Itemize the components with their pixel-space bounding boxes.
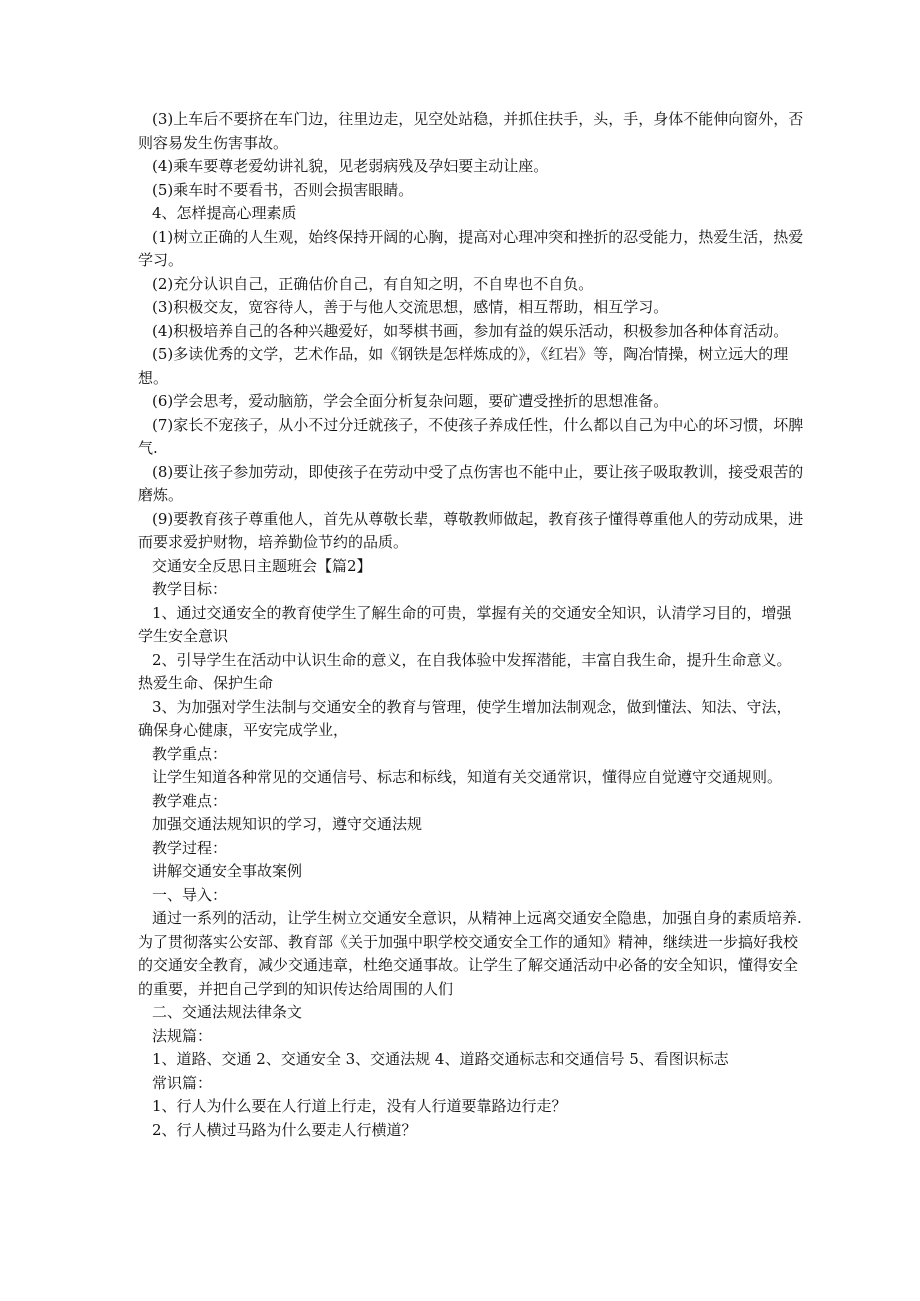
paragraph: 2、引导学生在活动中认识生命的意义，在自我体验中发挥潜能，丰富自我生命，提升生命意义。热爱生命、保护生命 <box>138 650 792 692</box>
section-heading: 一、导入： <box>152 885 228 904</box>
paragraph: 1、道路、交通 2、交通安全 3、交通法规 4、道路交通标志和交通信号 5、看图识标志 <box>152 1050 729 1068</box>
paragraph: 3、为加强对学生法制与交通安全的教育与管理，使学生增加法制观念，做到懂法、知法、守法，确保身心健康，平安完成学业， <box>138 697 792 739</box>
section-heading: 二、交通法规法律条文 <box>152 1003 303 1021</box>
paragraph: (9)要教育孩子尊重他人，首先从尊敬长辈，尊敬教师做起，教育孩子懂得尊重他人的劳动成果，进而要求爱护财物，培养勤俭节约的品质。 <box>138 509 804 551</box>
document-page <box>138 108 804 1142</box>
paragraph: (3)积极交友，宽容待人，善于与他人交流思想，感情，相互帮助，相互学习。 <box>152 298 669 316</box>
paragraph: (3)上车后不要挤在车门边，往里边走，见空处站稳，并抓住扶手，头，手，身体不能伸向窗外，否则容易发生伤害事故。 <box>138 110 804 152</box>
paragraph: (5)乘车时不要看书，否则会损害眼睛。 <box>152 180 414 199</box>
paragraph: (6)学会思考，爱动脑筋，学会全面分析复杂问题，要矿遭受挫折的思想准备。 <box>152 392 669 410</box>
paragraph: 让学生知道各种常见的交通信号、标志和标线，知道有关交通常识，懂得应自觉遵守交通规则。 <box>152 768 783 786</box>
section-heading: 常识篇： <box>152 1073 213 1092</box>
section-heading: 教学过程： <box>152 838 228 857</box>
paragraph: 加强交通法规知识的学习，遵守交通法规 <box>152 815 423 833</box>
section-heading: 法规篇： <box>152 1026 213 1045</box>
section-heading: 教学难点： <box>152 791 228 810</box>
paragraph: 1、通过交通安全的教育使学生了解生命的可贵，掌握有关的交通安全知识，认清学习目的，增强学生安全意识 <box>138 603 792 645</box>
paragraph: 1、行人为什么要在人行道上行走，没有人行道要靠路边行走？ <box>152 1097 567 1115</box>
section-heading: 教学重点： <box>152 744 228 763</box>
section-heading: 教学目标： <box>152 580 228 598</box>
section-heading: 4、怎样提高心理素质 <box>152 204 297 222</box>
paragraph: 通过一系列的活动，让学生树立交通安全意识，从精神上远离交通安全隐患，加强自身的素质培养. 为了贯彻落实公安部、教育部《关于加强中职学校交通安全工作的通知》精神，继续进一步搞好我校的交通安全教育，减少交通违章，杜绝交通事故。让学生了解交通活动中必备的安全知识，懂得安全的重要，并把自己学到的知识传达给周围的人们 <box>138 909 802 998</box>
article-title: 交通安全反思日主题班会【篇2】 <box>152 556 372 575</box>
paragraph: (4)积极培养自己的各种兴趣爱好，如琴棋书画，参加有益的娱乐活动，积极参加各种体育活动。 <box>152 321 789 340</box>
paragraph: 讲解交通安全事故案例 <box>152 862 303 880</box>
paragraph: (7)家长不宠孩子，从小不过分迁就孩子，不使孩子养成任性，什么都以自己为中心的坏习惯，坏脾气. <box>138 415 804 457</box>
paragraph: (5)多读优秀的文学，艺术作品，如《钢铁是怎样炼成的》，《红岩》等，陶冶情操，树立远大的理想。 <box>138 345 789 387</box>
paragraph: (1)树立正确的人生观，始终保持开阔的心胸，提高对心理冲突和挫折的忍受能力，热爱生活，热爱学习。 <box>138 227 804 269</box>
paragraph: (8)要让孩子参加劳动，即使孩子在劳动中受了点伤害也不能中止，要让孩子吸取教训，接受艰苦的磨炼。 <box>138 462 804 504</box>
paragraph: (2)充分认识自己，正确估价自己，有自知之明，不自卑也不自负。 <box>152 274 594 293</box>
paragraph: 2、行人横过马路为什么要走人行横道？ <box>152 1120 417 1139</box>
paragraph: (4)乘车要尊老爱幼讲礼貌，见老弱病残及孕妇要主动让座。 <box>152 157 549 175</box>
